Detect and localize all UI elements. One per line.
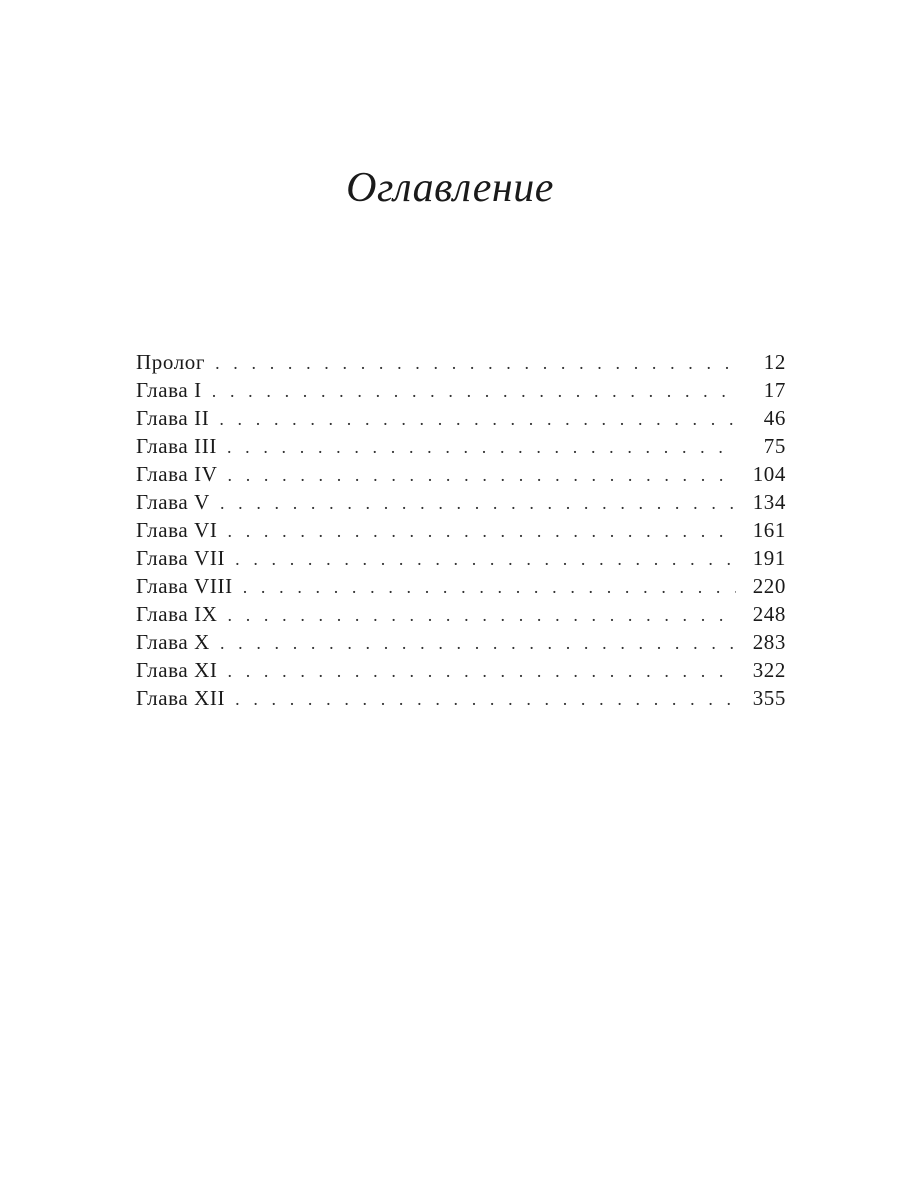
toc-entry-chapter-4 — [136, 460, 786, 488]
dot-leader — [228, 517, 736, 545]
dot-leader — [227, 433, 736, 461]
dot-leader — [235, 545, 736, 573]
toc-entry-label: Глава XII — [136, 686, 226, 710]
toc-entry-label: Глава IX — [136, 602, 218, 626]
dot-leader — [215, 349, 736, 377]
toc-entry-label: Глава III — [136, 434, 217, 458]
toc-entry-chapter-11 — [136, 656, 786, 684]
toc-entry-chapter-5 — [136, 488, 786, 516]
toc-entry-chapter-8 — [136, 572, 786, 600]
toc-entry-label: Глава VI — [136, 518, 218, 542]
toc-entry-page: 104 — [752, 462, 786, 486]
toc-entry-page: 191 — [752, 546, 786, 570]
toc-entry-chapter-3 — [136, 432, 786, 460]
toc-entry-label: Глава V — [136, 490, 210, 514]
dot-leader — [243, 573, 736, 601]
toc-entry-label: Глава I — [136, 378, 202, 402]
toc-entry-label: Глава VIII — [136, 574, 233, 598]
dot-leader — [219, 405, 736, 433]
dot-leader — [212, 377, 736, 405]
toc-entry-chapter-10 — [136, 628, 786, 656]
toc-entry-page: 17 — [763, 378, 786, 402]
toc-entry-label: Глава II — [136, 406, 210, 430]
toc-entry-page: 283 — [752, 630, 786, 654]
toc-entry-prologue — [136, 348, 786, 376]
dot-leader — [235, 685, 736, 713]
dot-leader — [220, 489, 736, 517]
toc-entry-chapter-2 — [136, 404, 786, 432]
dot-leader — [228, 657, 736, 685]
toc-entry-page: 355 — [752, 686, 786, 710]
toc-entry-page: 161 — [752, 518, 786, 542]
toc-entry-page: 220 — [752, 574, 786, 598]
dot-leader — [228, 461, 736, 489]
toc-entry-label: Глава XI — [136, 658, 218, 682]
toc-entry-page: 134 — [752, 490, 786, 514]
toc-entry-label: Пролог — [136, 350, 206, 374]
toc-entry-page: 248 — [752, 602, 786, 626]
toc-entry-page: 46 — [763, 406, 786, 430]
dot-leader — [220, 629, 736, 657]
toc-entry-chapter-7 — [136, 544, 786, 572]
toc-entry-page: 322 — [752, 658, 786, 682]
table-of-contents — [136, 348, 786, 712]
toc-entry-page: 75 — [763, 434, 786, 458]
toc-entry-chapter-12 — [136, 684, 786, 712]
toc-entry-chapter-6 — [136, 516, 786, 544]
toc-entry-label: Глава IV — [136, 462, 218, 486]
page-title: Оглавление — [346, 165, 554, 211]
toc-entry-chapter-9 — [136, 600, 786, 628]
toc-entry-label: Глава VII — [136, 546, 226, 570]
dot-leader — [228, 601, 736, 629]
toc-entry-label: Глава X — [136, 630, 210, 654]
toc-entry-page: 12 — [763, 350, 786, 374]
toc-entry-chapter-1 — [136, 376, 786, 404]
